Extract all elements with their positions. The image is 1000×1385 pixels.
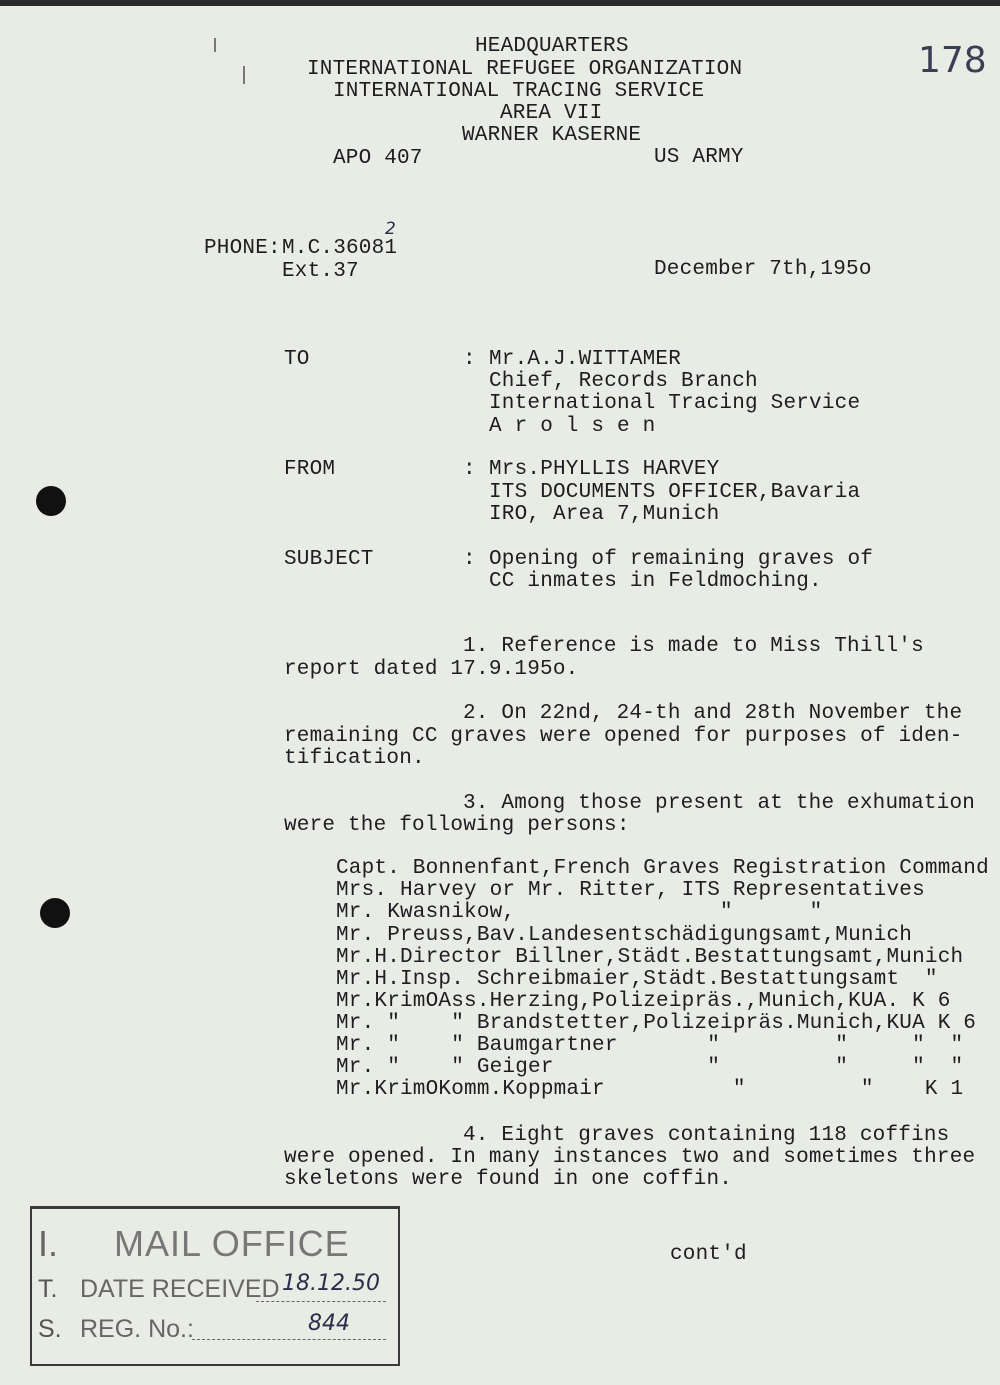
from-label: FROM [284, 458, 336, 481]
paragraph-1-line: report dated 17.9.195o. [284, 658, 579, 681]
person-entry: Mrs. Harvey or Mr. Ritter, ITS Representatives [336, 879, 925, 902]
phone-correction: 2 [385, 219, 396, 239]
stamp-reg-no-label: REG. No.: [80, 1315, 194, 1343]
stamp-reg-line [192, 1339, 386, 1340]
stamp-date-received-label: DATE RECEIVED [80, 1275, 280, 1303]
punch-hole [36, 486, 66, 516]
paragraph-4-line: 4. Eight graves containing 118 coffins [463, 1124, 950, 1147]
to-line: Mr.A.J.WITTAMER [489, 348, 682, 371]
phone-ext: Ext.37 [282, 260, 359, 283]
stamp-row-3-letter: S. [38, 1315, 62, 1343]
page-number: 178 [918, 40, 987, 81]
paragraph-4-line: skeletons were found in one coffin. [284, 1168, 733, 1191]
subject-line: CC inmates in Feldmoching. [489, 570, 822, 593]
paragraph-2-line: tification. [284, 747, 425, 770]
subject-colon: : [463, 548, 476, 571]
header-kaserne: WARNER KASERNE [462, 124, 642, 147]
header-tracing-service: INTERNATIONAL TRACING SERVICE [333, 80, 705, 103]
header-organization: INTERNATIONAL REFUGEE ORGANIZATION [307, 58, 743, 81]
person-entry: Mr. " " Geiger " " " " [336, 1056, 964, 1079]
from-line: Mrs.PHYLLIS HARVEY [489, 458, 720, 481]
header-army: US ARMY [654, 146, 744, 169]
mail-office-stamp [30, 1206, 400, 1366]
continued-note: cont'd [670, 1243, 747, 1266]
phone-number: M.C.36081 [282, 237, 398, 260]
person-entry: Mr. " " Brandstetter,Polizeipräs.Munich,KUA K 6 [336, 1012, 977, 1035]
letter-date: December 7th,195o [654, 258, 872, 281]
person-entry: Mr.H.Director Billner,Städt.Bestattungsamt,Munich [336, 946, 964, 969]
header-area: AREA VII [500, 102, 603, 125]
stamp-row-1-letter: I. [38, 1223, 59, 1264]
stamp-row-2-letter: T. [38, 1275, 58, 1303]
stamp-mail-office: MAIL OFFICE [114, 1223, 350, 1264]
stamp-reg-no-value: 844 [308, 1311, 350, 1336]
stamp-date-received-value: 18.12.50 [282, 1271, 380, 1296]
phone-label: PHONE: [204, 237, 281, 260]
paragraph-3-line: 3. Among those present at the exhumation [463, 792, 976, 815]
from-line: IRO, Area 7,Munich [489, 503, 720, 526]
paragraph-2-line: 2. On 22nd, 24-th and 28th November the [463, 702, 963, 725]
person-entry: Mr.H.Insp. Schreibmaier,Städt.Bestattungsamt " [336, 968, 938, 991]
person-entry: Capt. Bonnenfant,French Graves Registration Command [336, 857, 989, 880]
person-entry: Mr. Preuss,Bav.Landesentschädigungsamt,Munich [336, 924, 913, 947]
paragraph-4-line: were opened. In many instances two and sometimes three [284, 1146, 976, 1169]
scan-mark [214, 38, 216, 52]
stamp-date-line [256, 1301, 386, 1302]
punch-hole [40, 898, 70, 928]
paragraph-3-line: were the following persons: [284, 814, 630, 837]
person-entry: Mr. Kwasnikow, " " [336, 901, 823, 924]
subject-label: SUBJECT [284, 548, 374, 571]
person-entry: Mr. " " Baumgartner " " " " [336, 1034, 964, 1057]
scan-edge [0, 0, 1000, 6]
to-line: Chief, Records Branch [489, 370, 758, 393]
person-entry: Mr.KrimOKomm.Koppmair " " K 1 [336, 1078, 964, 1101]
header-apo: APO 407 [333, 147, 423, 170]
header-headquarters: HEADQUARTERS [475, 35, 629, 58]
to-line: A r o l s e n [489, 415, 656, 438]
scan-mark [243, 66, 245, 84]
paragraph-1-line: 1. Reference is made to Miss Thill's [463, 635, 924, 658]
subject-line: Opening of remaining graves of [489, 548, 874, 571]
to-line: International Tracing Service [489, 392, 861, 415]
from-line: ITS DOCUMENTS OFFICER,Bavaria [489, 481, 861, 504]
to-colon: : [463, 348, 476, 371]
person-entry: Mr.KrimOAss.Herzing,Polizeipräs.,Munich,KUA. K 6 [336, 990, 951, 1013]
from-colon: : [463, 458, 476, 481]
paragraph-2-line: remaining CC graves were opened for purposes of iden- [284, 725, 963, 748]
to-label: TO [284, 348, 310, 371]
